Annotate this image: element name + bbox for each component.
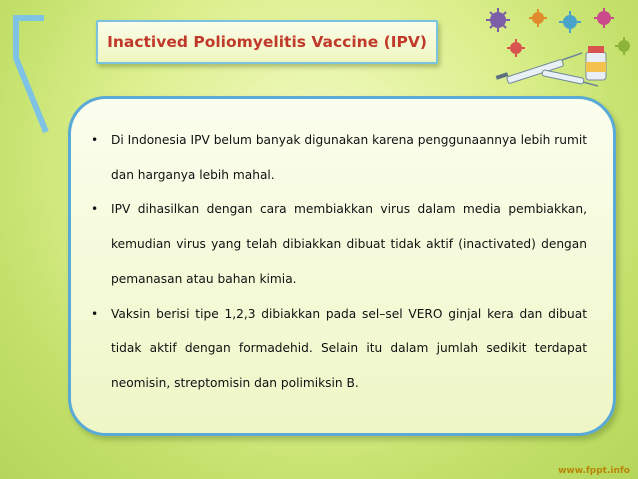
- bullet-text: Di Indonesia IPV belum banyak digunakan karena penggunaannya lebih rumit dan harganya lebih mahal.: [111, 133, 587, 182]
- virus-icon: [486, 8, 510, 32]
- bullet-text: IPV dihasilkan dengan cara membiakkan virus dalam media pembiakkan, kemudian virus yang telah dibiakkan dibuat tidak aktif (inactivated) dengan pemanasan atau bahan kimia.: [111, 202, 587, 286]
- vaccine-clipart: [486, 8, 634, 88]
- virus-icon: [529, 9, 547, 27]
- vial-icon: [586, 46, 606, 80]
- bullet-icon: •: [91, 133, 99, 147]
- bullet-icon: •: [91, 202, 99, 217]
- virus-icon: [615, 37, 630, 55]
- bullet-text: Vaksin berisi tipe 1,2,3 dibiakkan pada sel–sel VERO ginjal kera dan dibuat tidak aktif dengan formadehid. Selain itu dalam jumlah sedikit terdapat neomisin, streptomisin dan polimiksin B.: [111, 306, 587, 390]
- title-box: [96, 20, 438, 64]
- watermark: www.fppt.info: [558, 466, 630, 476]
- list-item: [91, 192, 587, 296]
- bullet-list: [91, 123, 587, 401]
- list-item: [91, 123, 587, 192]
- virus-icon: [559, 11, 581, 33]
- content-box: [68, 96, 616, 436]
- list-item: [91, 297, 587, 401]
- slide-title: Inactived Poliomyelitis Vaccine (IPV): [107, 33, 427, 51]
- decorative-bracket: [0, 0, 60, 140]
- bullet-icon: •: [91, 306, 99, 321]
- virus-icon: [594, 8, 614, 28]
- virus-icon: [507, 39, 525, 57]
